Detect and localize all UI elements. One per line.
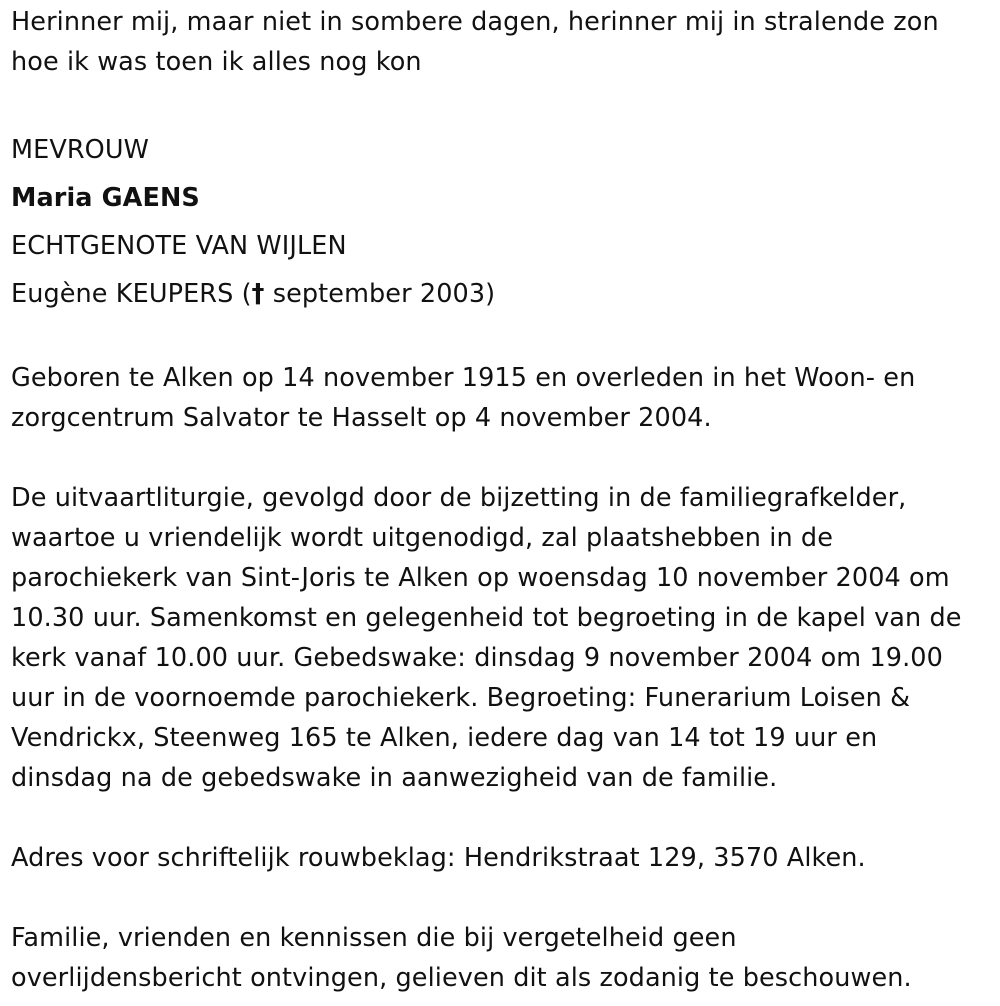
paragraph-line: De uitvaartliturgie, gevolgd door de bijzetting in de familiegrafkelder, [11,483,907,513]
closing-paragraph [11,918,996,998]
paragraph-line: parochiekerk van Sint-Joris te Alken op woensdag 10 november 2004 om [11,563,950,593]
motto-block [11,2,996,82]
paragraph-line: zorgcentrum Salvator te Hasselt op 4 november 2004. [11,403,712,433]
cross-icon: † [251,279,265,309]
obituary-notice [11,2,996,998]
paragraph-line: kerk vanaf 10.00 uur. Gebedswake: dinsdag 9 november 2004 om 19.00 [11,643,943,673]
salutation: MEVROUW [11,135,149,165]
paragraph-line: Familie, vrienden en kennissen die bij vergetelheid geen [11,923,737,953]
address-paragraph [11,838,996,878]
spacer [11,878,996,918]
spacer [11,82,996,122]
paragraph-line: waartoe u vriendelijk wordt uitgenodigd, zal plaatshebben in de [11,523,834,553]
paragraph-line: Adres voor schriftelijk rouwbeklag: Hendrikstraat 129, 3570 Alken. [11,843,866,873]
paragraph-line: Geboren te Alken op 14 november 1915 en overleden in het Woon- en [11,363,916,393]
paragraph-line: 10.30 uur. Samenkomst en gelegenheid tot begroeting in de kapel van de [11,603,962,633]
funeral-paragraph [11,478,996,798]
spacer [11,318,996,358]
spouse-line [11,270,996,318]
spouse-death-date: september 2003) [264,279,496,309]
spouse-name: Eugène KEUPERS ( [11,279,252,309]
birth-death-paragraph [11,358,996,438]
paragraph-line: Vendrickx, Steenweg 165 te Alken, iedere dag van 14 tot 19 uur en [11,723,878,753]
deceased-name: Maria GAENS [11,183,200,213]
paragraph-line: overlijdensbericht ontvingen, gelieven dit als zodanig te beschouwen. [11,963,912,993]
spacer [11,798,996,838]
paragraph-line: dinsdag na de gebedswake in aanwezigheid van de familie. [11,763,778,793]
relation: ECHTGENOTE VAN WIJLEN [11,231,347,261]
motto-line: hoe ik was toen ik alles nog kon [11,47,422,77]
deceased-block [11,126,996,318]
motto-line: Herinner mij, maar niet in sombere dagen, herinner mij in stralende zon [11,7,939,37]
paragraph-line: uur in de voornoemde parochiekerk. Begroeting: Funerarium Loisen & [11,683,911,713]
spacer [11,438,996,478]
